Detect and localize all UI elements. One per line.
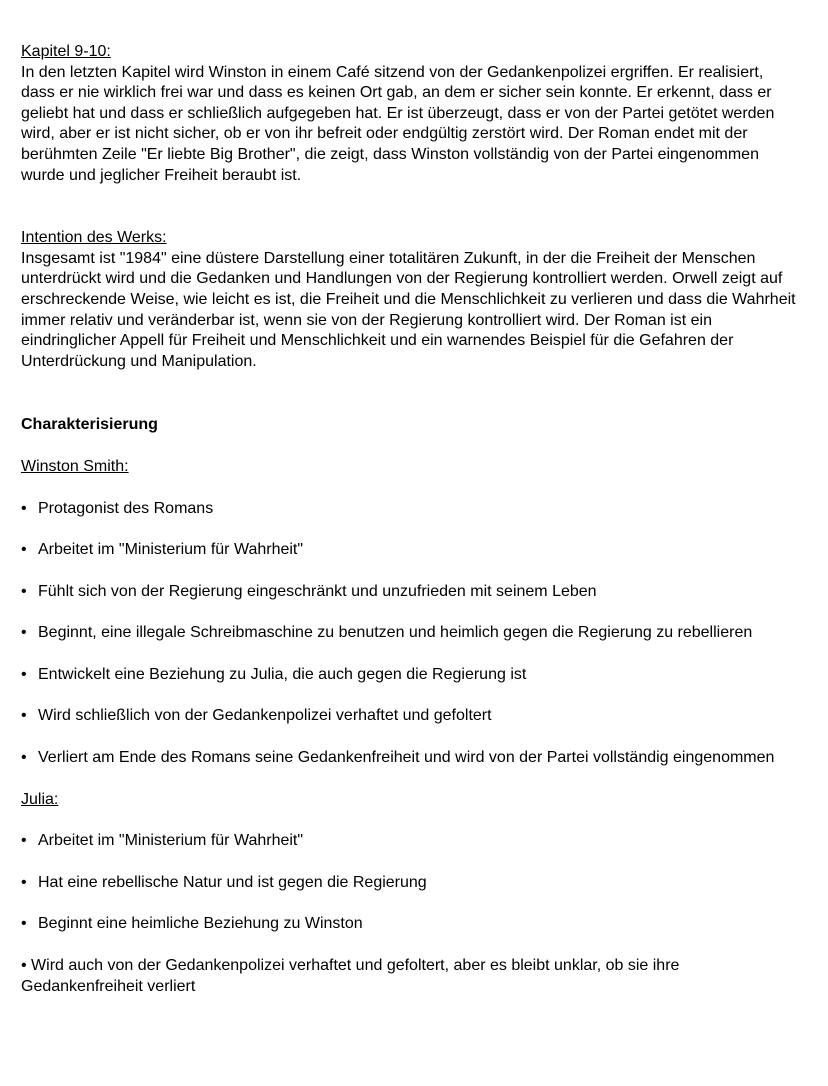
section-charakterisierung xyxy=(21,415,800,997)
list-item: • Arbeitet im "Ministerium für Wahrheit" xyxy=(21,540,800,561)
list-item: • Beginnt eine heimliche Beziehung zu Winston xyxy=(21,914,800,935)
list-item: • Verliert am Ende des Romans seine Gedankenfreiheit und wird von der Partei vollständig eingenommen xyxy=(21,748,800,769)
list-item: • Protagonist des Romans xyxy=(21,499,800,520)
intention-heading: Intention des Werks: xyxy=(21,229,167,247)
list-item: • Hat eine rebellische Natur und ist gegen die Regierung xyxy=(21,873,800,894)
section-kapitel xyxy=(21,42,800,186)
list-item: • Wird auch von der Gedankenpolizei verhaftet und gefoltert, aber es bleibt unklar, ob sie ihre Gedankenfreiheit verliert xyxy=(21,957,680,995)
list-item: • Fühlt sich von der Regierung eingeschränkt und unzufrieden mit seinem Leben xyxy=(21,582,800,603)
list-item: • Wird schließlich von der Gedankenpolizei verhaftet und gefoltert xyxy=(21,706,800,727)
winston-heading: Winston Smith: xyxy=(21,457,129,475)
julia-list xyxy=(21,831,800,997)
julia-heading: Julia: xyxy=(21,790,59,808)
kapitel-heading: Kapitel 9-10: xyxy=(21,43,111,60)
list-item: • Entwickelt eine Beziehung zu Julia, die auch gegen die Regierung ist xyxy=(21,665,800,686)
winston-list xyxy=(21,499,800,769)
list-item: • Arbeitet im "Ministerium für Wahrheit" xyxy=(21,831,800,852)
charakterisierung-heading: Charakterisierung xyxy=(21,416,158,434)
intention-paragraph: Insgesamt ist "1984" eine düstere Darstellung einer totalitären Zukunft, in der die Freiheit der Menschen unterdrückt wird und die Gedanken und Handlungen von der Regierung kontrolliert werden. Orwell zeigt auf erschreckende Weise, wie leicht es ist, die Freiheit und die Menschlichkeit zu verlieren und dass die Wahrheit immer relativ und veränderbar ist, wenn sie von der Regierung kontrolliert wird. Der Roman ist ein eindringlicher Appell für Freiheit und Menschlichkeit und ein warnendes Beispiel für die Gefahren der Unterdrückung und Manipulation. xyxy=(21,249,796,370)
section-intention xyxy=(21,228,800,372)
list-item: • Beginnt, eine illegale Schreibmaschine zu benutzen und heimlich gegen die Regierung zu rebellieren xyxy=(21,623,800,644)
kapitel-paragraph: In den letzten Kapitel wird Winston in einem Café sitzend von der Gedankenpolizei ergriffen. Er realisiert, dass er nie wirklich frei war und dass es keinen Ort gab, an dem er sicher sein konnte. Er erkennt, dass er geliebt hat und dass er schließlich aufgegeben hat. Er ist überzeugt, dass er von der Partei getötet werden wird, aber er ist nicht sicher, ob er von ihr befreit oder endgültig zerstört wird. Der Roman endet mit der berühmten Zeile "Er liebte Big Brother", die zeigt, dass Winston vollständig von der Partei eingenommen wurde und jeglicher Freiheit beraubt ist. xyxy=(21,63,775,184)
